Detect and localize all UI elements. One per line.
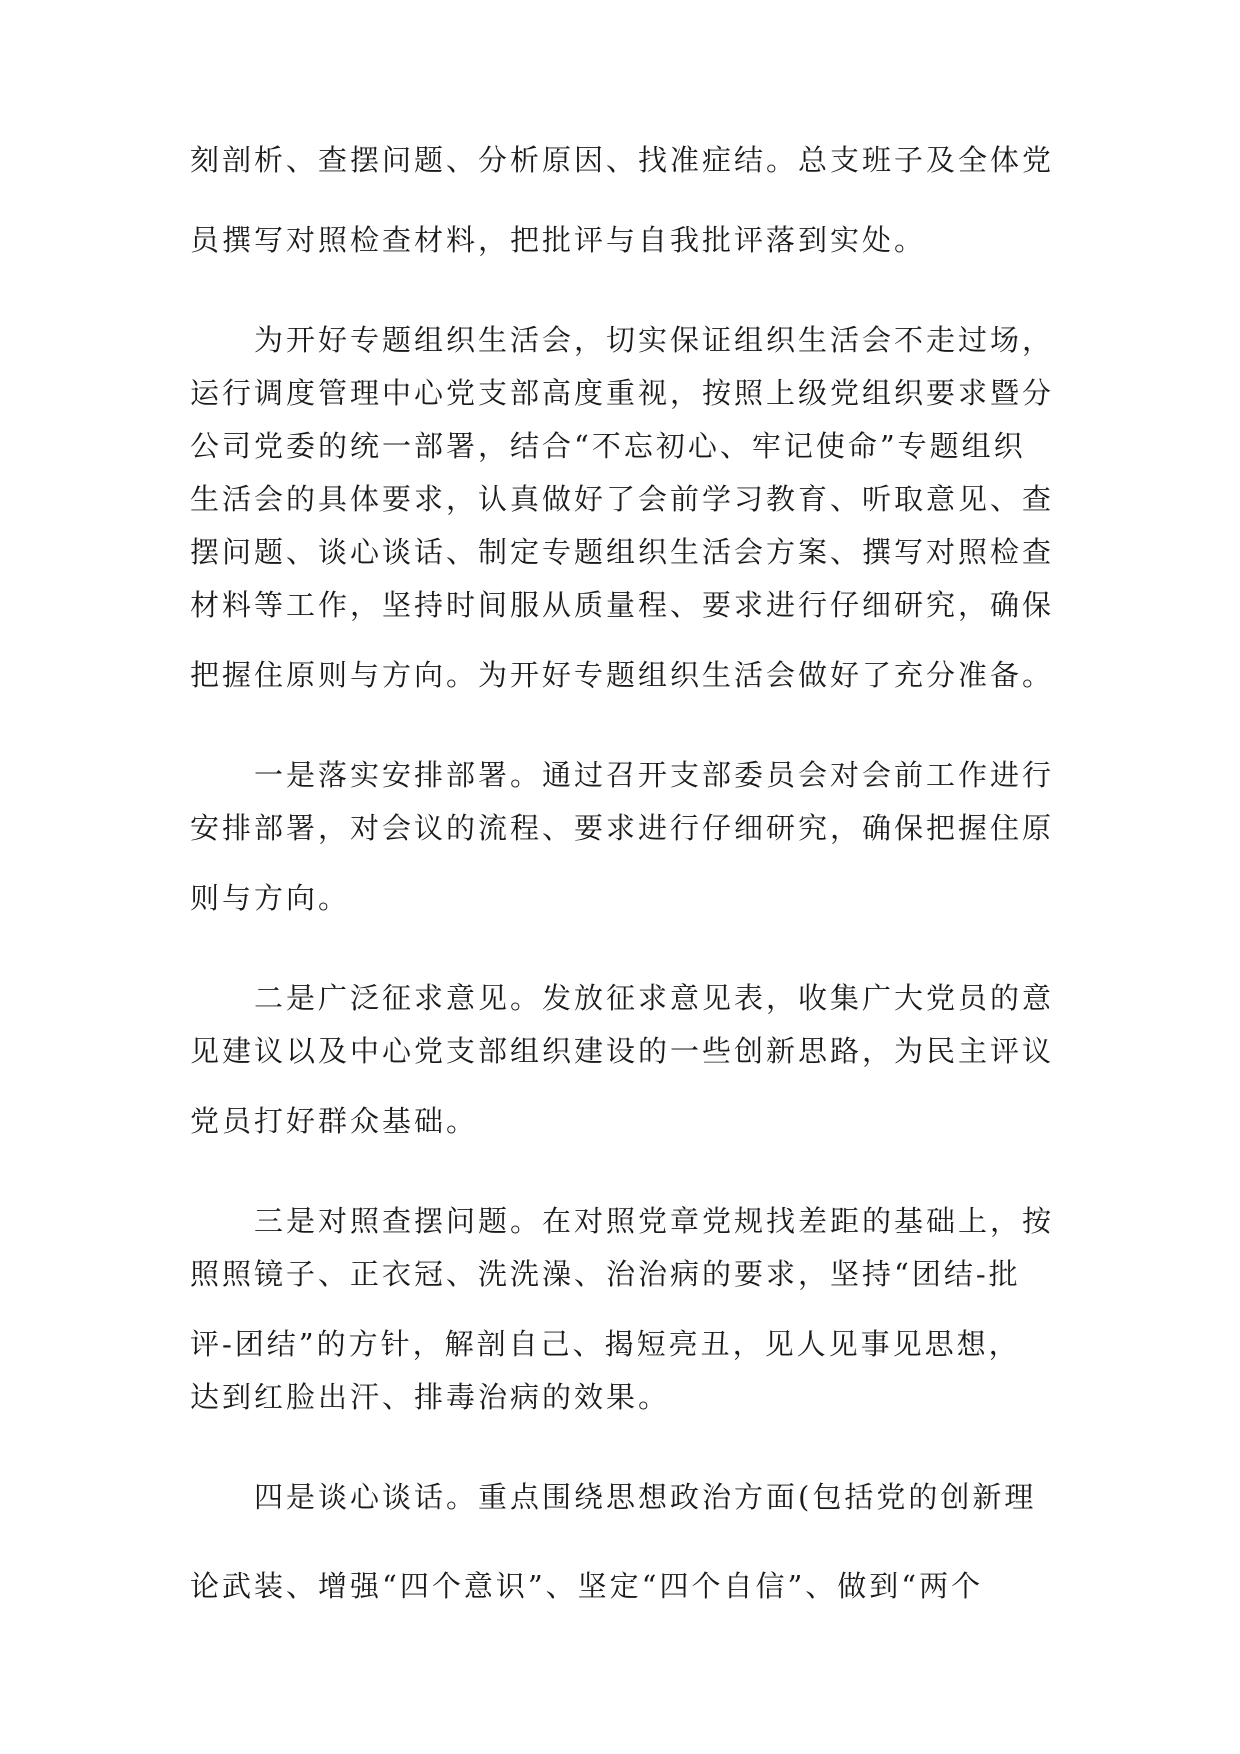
text-line: 为开好专题组织生活会，切实保证组织生活会不走过场， [190, 323, 1055, 357]
text-line: 见建议以及中心党支部组织建设的一些创新思路，为民主评议 [190, 1034, 1055, 1068]
text-line: 员撰写对照检查材料，把批评与自我批评落到实处。 [190, 223, 927, 257]
text-line: 达到红脸出汗、排毒治病的效果。 [190, 1380, 671, 1414]
text-line: 公司党委的统一部署，结合“不忘初心、牢记使命”专题组织 [190, 429, 1026, 463]
text-line: 安排部署，对会议的流程、要求进行仔细研究，确保把握住原 [190, 811, 1055, 845]
text-line: 运行调度管理中心党支部高度重视，按照上级党组织要求暨分 [190, 376, 1055, 410]
text-line: 一是落实安排部署。通过召开支部委员会对会前工作进行 [190, 758, 1055, 792]
text-line: 四是谈心谈话。重点围绕思想政治方面(包括党的创新理 [190, 1480, 1037, 1514]
text-line: 刻剖析、查摆问题、分析原因、找准症结。总支班子及全体党 [190, 143, 1055, 177]
text-line: 照照镜子、正衣冠、洗洗澡、治治病的要求，坚持“团结-批 [190, 1257, 1021, 1291]
text-line: 二是广泛征求意见。发放征求意见表，收集广大党员的意 [190, 981, 1055, 1015]
text-line: 三是对照查摆问题。在对照党章党规找差距的基础上，按 [190, 1204, 1055, 1238]
text-line: 评-团结”的方针，解剖自己、揭短亮丑，见人见事见思想， [190, 1327, 1021, 1361]
text-line: 则与方向。 [190, 881, 351, 915]
text-line: 生活会的具体要求，认真做好了会前学习教育、听取意见、查 [190, 482, 1055, 516]
text-line: 摆问题、谈心谈话、制定专题组织生活会方案、撰写对照检查 [190, 535, 1055, 569]
text-line: 论武装、增强“四个意识”、坚定“四个自信”、做到“两个 [190, 1569, 984, 1603]
text-line: 党员打好群众基础。 [190, 1104, 479, 1138]
text-line: 把握住原则与方向。为开好专题组织生活会做好了充分准备。 [190, 658, 1055, 692]
text-line: 材料等工作，坚持时间服从质量程、要求进行仔细研究，确保 [190, 588, 1055, 622]
